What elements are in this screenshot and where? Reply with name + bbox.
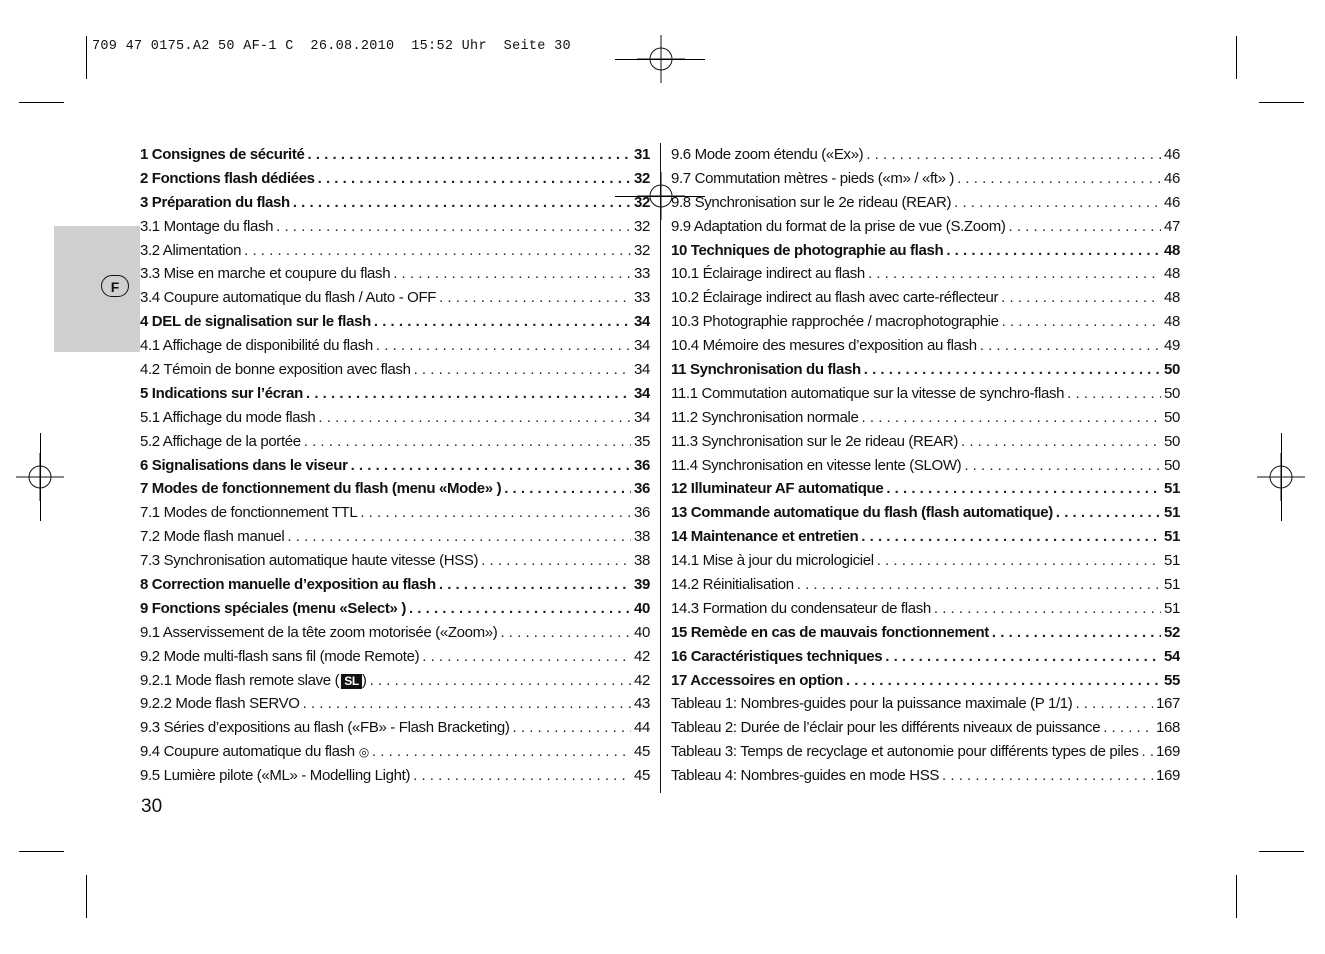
dot-leader (409, 597, 631, 621)
toc-entry-title: 7.2 Mode flash manuel (140, 528, 285, 546)
toc-entry-page: 38 (634, 528, 650, 546)
dot-leader (1075, 692, 1153, 716)
dot-leader (1002, 310, 1161, 334)
toc-entry-page: 46 (1164, 146, 1180, 163)
toc-entry-title: Tableau 3: Temps de recyclage et autonomie pour différents types de piles (671, 743, 1139, 761)
toc-entry (671, 669, 1180, 693)
dot-leader (303, 692, 631, 716)
toc-entry-page: 50 (1164, 361, 1180, 379)
toc-entry-page: 169 (1156, 767, 1180, 785)
toc-entry-page: 51 (1164, 552, 1180, 570)
toc-entry (140, 454, 650, 478)
toc-entry-page: 45 (634, 743, 650, 761)
toc-entry (671, 310, 1180, 334)
toc-entry-title: 11.4 Synchronisation en vitesse lente (SLOW) (671, 456, 962, 474)
toc-entry-title: 14 Maintenance et entretien (671, 528, 859, 546)
toc-entry (140, 764, 650, 788)
crop-mark (1259, 851, 1304, 852)
dot-leader (244, 239, 631, 263)
toc-entry-title: 1 Consignes de sécurité (140, 146, 305, 163)
toc-entry (671, 358, 1180, 382)
dot-leader (980, 334, 1161, 358)
toc-entry-page: 169 (1156, 743, 1180, 761)
toc-entry (140, 191, 650, 215)
toc-entry-title: 3.2 Alimentation (140, 241, 242, 259)
toc-entry-page: 36 (634, 456, 650, 474)
toc-entry (671, 549, 1180, 573)
dot-leader (862, 406, 1161, 430)
toc-entry (671, 215, 1180, 239)
toc-entry-page: 48 (1164, 265, 1180, 283)
toc-entry-page: 34 (634, 384, 650, 402)
crop-mark (1236, 875, 1237, 918)
toc-entry-title: 9.3 Séries d’expositions au flash («FB» - Flash Bracketing) (140, 719, 510, 737)
crop-mark (40, 433, 41, 521)
toc-entry-page: 48 (1164, 241, 1180, 259)
toc-entry (140, 286, 650, 310)
dot-leader (360, 501, 631, 525)
dot-leader (287, 525, 631, 549)
crop-mark (86, 875, 87, 918)
toc-entry-page: 54 (1164, 647, 1180, 665)
toc-entry-title: 9 Fonctions spéciales (menu «Select» ) (140, 599, 406, 617)
toc-entry-page: 45 (634, 767, 650, 785)
toc-entry (140, 716, 650, 740)
dot-leader (934, 597, 1161, 621)
toc-entry-title: 4.2 Témoin de bonne exposition avec flash (140, 361, 411, 379)
dot-leader (1142, 740, 1153, 764)
toc-entry (140, 549, 650, 573)
crop-mark (1236, 36, 1237, 79)
toc-entry (671, 262, 1180, 286)
toc-entry (140, 477, 650, 501)
crop-mark (1281, 433, 1282, 521)
toc-entry-title: 7.3 Synchronisation automatique haute vitesse (HSS) (140, 552, 479, 570)
auto-off-icon: ◎ (358, 745, 369, 760)
dot-leader (885, 645, 1161, 669)
toc-entry-page: 51 (1164, 599, 1180, 617)
toc-entry-page: 51 (1164, 480, 1180, 498)
toc-entry-title: 5.1 Affichage du mode flash (140, 408, 316, 426)
toc-entry-title-suffix: ) (361, 671, 367, 689)
dot-leader (318, 167, 631, 191)
toc-entry (140, 310, 650, 334)
dot-leader (946, 239, 1161, 263)
toc-entry-page: 50 (1164, 456, 1180, 474)
toc-entry-page: 46 (1164, 193, 1180, 211)
toc-entry-title: 17 Accessoires en option (671, 671, 843, 689)
dot-leader (1001, 286, 1161, 310)
toc-entry-title: 16 Caractéristiques techniques (671, 647, 883, 665)
toc-entry-title: 10.1 Éclairage indirect au flash (671, 265, 865, 283)
toc-entry (140, 262, 650, 286)
toc-entry (140, 143, 650, 167)
toc-entry-page: 43 (634, 695, 650, 713)
toc-entry-title: Tableau 4: Nombres-guides en mode HSS (671, 767, 940, 785)
toc-entry (140, 358, 650, 382)
toc-entry-title: 9.2.2 Mode flash SERVO (140, 695, 300, 713)
toc-entry-title: 12 Illuminateur AF automatique (671, 480, 884, 498)
toc-entry-title: 14.2 Réinitialisation (671, 576, 794, 594)
toc-entry-page: 36 (634, 504, 650, 522)
dot-leader (868, 262, 1161, 286)
toc-right-column (671, 143, 1180, 788)
toc-entry-page: 33 (634, 289, 650, 307)
toc-entry (140, 430, 650, 454)
toc-entry-title: 5 Indications sur l’écran (140, 384, 303, 402)
toc-entry-page: 167 (1156, 695, 1180, 713)
toc-entry (671, 143, 1180, 167)
toc-entry-title: 9.5 Lumière pilote («ML» - Modelling Light) (140, 767, 411, 785)
dot-leader (1056, 501, 1161, 525)
toc-entry-title: 8 Correction manuelle d’exposition au flash (140, 576, 436, 594)
dot-leader (846, 669, 1161, 693)
toc-entry-title: 3.3 Mise en marche et coupure du flash (140, 265, 391, 283)
toc-entry (671, 764, 1180, 788)
toc-entry-title: Tableau 2: Durée de l’éclair pour les différents niveaux de puissance (671, 719, 1101, 737)
crop-mark (1259, 102, 1304, 103)
toc-entry-title: 6 Signalisations dans le viseur (140, 456, 348, 474)
toc-entry-page: 42 (634, 647, 650, 665)
toc-left-column (140, 143, 650, 788)
crop-mark (86, 36, 87, 79)
dot-leader (513, 716, 631, 740)
toc-entry (671, 645, 1180, 669)
toc-entry (671, 740, 1180, 764)
page-number: 30 (141, 796, 163, 817)
toc-entry-title: 9.2 Mode multi-flash sans fil (mode Remote) (140, 647, 420, 665)
crop-mark (19, 102, 64, 103)
toc-entry (140, 621, 650, 645)
dot-leader (1067, 382, 1161, 406)
dot-leader (293, 191, 631, 215)
toc-entry-title: 3 Préparation du flash (140, 193, 290, 211)
dot-leader (797, 573, 1161, 597)
toc-entry (671, 716, 1180, 740)
toc-entry-page: 40 (634, 623, 650, 641)
toc-entry-page: 36 (634, 480, 650, 498)
toc-entry (140, 645, 650, 669)
toc-entry-title: 4.1 Affichage de disponibilité du flash (140, 337, 373, 355)
toc-entry-title: 10.4 Mémoire des mesures d’exposition au flash (671, 337, 977, 355)
dot-leader (481, 549, 631, 573)
dot-leader (877, 549, 1161, 573)
print-slug-header: 709 47 0175.A2 50 AF-1 C 26.08.2010 15:52 Uhr Seite 30 (92, 39, 571, 54)
toc-entry (671, 430, 1180, 454)
dot-leader (413, 764, 631, 788)
dot-leader (370, 669, 631, 693)
toc-entry-title: 11.2 Synchronisation normale (671, 408, 859, 426)
dot-leader (306, 382, 631, 406)
dot-leader (376, 334, 631, 358)
dot-leader (422, 645, 631, 669)
toc-entry-title: 7 Modes de fonctionnement du flash (menu «Mode» ) (140, 480, 502, 498)
toc-entry-page: 33 (634, 265, 650, 283)
column-divider (660, 143, 661, 793)
dot-leader (861, 525, 1161, 549)
toc-entry-page: 32 (634, 193, 650, 211)
toc-entry (140, 382, 650, 406)
toc-entry (140, 573, 650, 597)
toc-entry (671, 191, 1180, 215)
toc-entry-page: 34 (634, 337, 650, 355)
toc-entry (140, 525, 650, 549)
toc-entry-page: 38 (634, 552, 650, 570)
toc-entry-title: Tableau 1: Nombres-guides pour la puissance maximale (P 1/1) (671, 695, 1073, 713)
toc-entry-title: 10.2 Éclairage indirect au flash avec carte-réflecteur (671, 289, 999, 307)
dot-leader (276, 215, 631, 239)
toc-entry (671, 239, 1180, 263)
toc-entry-page: 51 (1164, 504, 1180, 522)
toc-entry-title: 9.6 Mode zoom étendu («Ex») (671, 146, 864, 163)
toc-entry-page: 50 (1164, 432, 1180, 450)
toc-entry-page: 50 (1164, 384, 1180, 402)
toc-entry-page: 32 (634, 217, 650, 235)
toc-entry (671, 334, 1180, 358)
toc-entry (671, 406, 1180, 430)
dot-leader (992, 621, 1161, 645)
dot-leader (504, 477, 631, 501)
dot-leader (886, 477, 1161, 501)
toc-entry-page: 31 (634, 146, 650, 163)
dot-leader (393, 262, 631, 286)
dot-leader (957, 167, 1161, 191)
toc-entry-title: 11 Synchronisation du flash (671, 361, 861, 379)
toc-entry-page: 44 (634, 719, 650, 737)
toc-entry-title: 15 Remède en cas de mauvais fonctionnement (671, 623, 989, 641)
dot-leader (866, 143, 1161, 167)
toc-entry-title: 7.1 Modes de fonctionnement TTL (140, 504, 358, 522)
toc-entry-title: 10 Techniques de photographie au flash (671, 241, 944, 259)
toc-entry (140, 740, 650, 764)
dot-leader (864, 358, 1161, 382)
toc-entry-title: 4 DEL de signalisation sur le flash (140, 313, 371, 331)
toc-entry-title: 9.4 Coupure automatique du flash (140, 743, 355, 761)
dot-leader (961, 430, 1161, 454)
toc-entry-title: 14.1 Mise à jour du micrologiciel (671, 552, 874, 570)
toc-entry-title: 3.4 Coupure automatique du flash / Auto - OFF (140, 289, 437, 307)
toc-entry (671, 525, 1180, 549)
toc-entry (671, 477, 1180, 501)
toc-entry (140, 692, 650, 716)
toc-entry (140, 669, 650, 693)
toc-entry-page: 52 (1164, 623, 1180, 641)
toc-entry-page: 48 (1164, 313, 1180, 331)
toc-entry-page: 35 (634, 432, 650, 450)
dot-leader (308, 143, 631, 167)
toc-entry-title: 10.3 Photographie rapprochée / macrophotographie (671, 313, 999, 331)
toc-entry-title: 9.8 Synchronisation sur le 2e rideau (REAR) (671, 193, 952, 211)
toc-entry-page: 39 (634, 576, 650, 594)
toc-entry (671, 573, 1180, 597)
slave-mode-badge: SL (341, 674, 362, 689)
toc-entry-title: 9.7 Commutation mètres - pieds («m» / «ft» ) (671, 169, 955, 187)
dot-leader (414, 358, 631, 382)
toc-entry (140, 239, 650, 263)
toc-entry-page: 40 (634, 599, 650, 617)
toc-entry-page: 34 (634, 408, 650, 426)
toc-entry-title: 2 Fonctions flash dédiées (140, 169, 315, 187)
crop-mark (615, 59, 705, 60)
toc-entry-title: 9.1 Asservissement de la tête zoom motorisée («Zoom») (140, 623, 498, 641)
toc-entry-title: 14.3 Formation du condensateur de flash (671, 599, 931, 617)
dot-leader (351, 454, 631, 478)
toc-entry-title: 9.2.1 Mode flash remote slave ( (140, 671, 340, 689)
toc-entry (140, 215, 650, 239)
crop-mark (19, 851, 64, 852)
toc-entry-title: 3.1 Montage du flash (140, 217, 274, 235)
dot-leader (318, 406, 631, 430)
dot-leader (304, 430, 631, 454)
toc-entry-page: 32 (634, 241, 650, 259)
toc-entry (671, 454, 1180, 478)
toc-entry (671, 286, 1180, 310)
toc-entry-page: 55 (1164, 671, 1180, 689)
toc-entry-title: 5.2 Affichage de la portée (140, 432, 301, 450)
dot-leader (1009, 215, 1162, 239)
toc-entry (140, 406, 650, 430)
toc-entry (140, 597, 650, 621)
dot-leader (954, 191, 1161, 215)
toc-entry-page: 50 (1164, 408, 1180, 426)
toc-entry (671, 621, 1180, 645)
dot-leader (439, 573, 631, 597)
toc-entry-title: 9.9 Adaptation du format de la prise de vue (S.Zoom) (671, 217, 1006, 235)
toc-entry (140, 334, 650, 358)
toc-entry-title: 11.1 Commutation automatique sur la vitesse de synchro-flash (671, 384, 1065, 402)
toc-entry-page: 49 (1164, 337, 1180, 355)
toc-entry (671, 167, 1180, 191)
toc-entry-page: 51 (1164, 528, 1180, 546)
toc-entry (671, 692, 1180, 716)
toc-entry-page: 48 (1164, 289, 1180, 307)
toc-entry (671, 501, 1180, 525)
toc-entry-page: 168 (1156, 719, 1180, 737)
toc-entry-page: 46 (1164, 169, 1180, 187)
toc-entry (671, 597, 1180, 621)
toc-entry (671, 382, 1180, 406)
toc-entry-title: 13 Commande automatique du flash (flash automatique) (671, 504, 1053, 522)
dot-leader (942, 764, 1153, 788)
dot-leader (500, 621, 631, 645)
toc-entry-page: 32 (634, 169, 650, 187)
dot-leader (374, 310, 631, 334)
toc-entry-page: 34 (634, 313, 650, 331)
dot-leader (439, 286, 631, 310)
dot-leader (372, 740, 631, 764)
toc-entry-page: 47 (1164, 217, 1180, 235)
dot-leader (1103, 716, 1153, 740)
dot-leader (964, 454, 1161, 478)
toc-entry-page: 42 (634, 671, 650, 689)
toc-entry (140, 167, 650, 191)
language-tab-letter: F (101, 275, 129, 297)
toc-entry-page: 51 (1164, 576, 1180, 594)
toc-entry (140, 501, 650, 525)
toc-entry-title: 11.3 Synchronisation sur le 2e rideau (REAR) (671, 432, 958, 450)
toc-entry-page: 34 (634, 361, 650, 379)
